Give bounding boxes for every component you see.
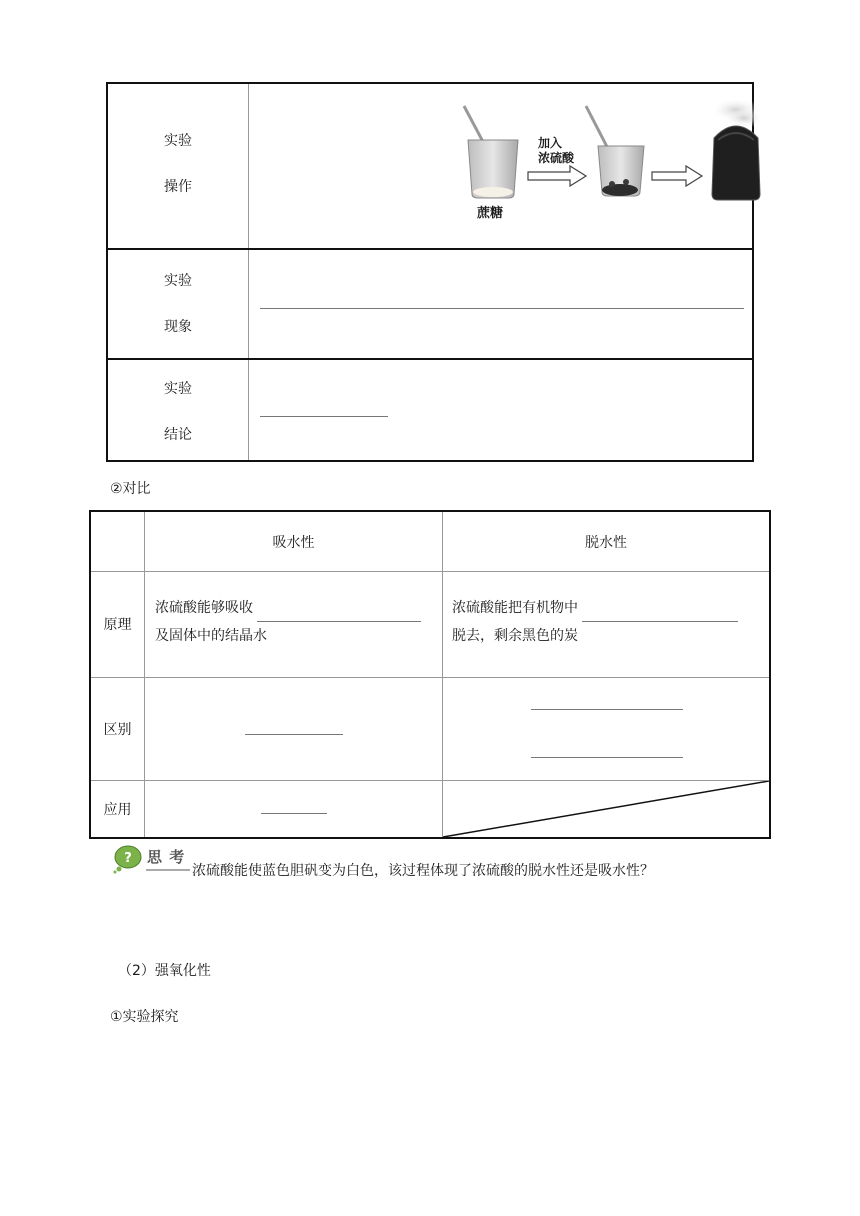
answer-blank-difference-absorb[interactable] xyxy=(245,734,343,735)
header-dehydrate: 脱水性 xyxy=(585,535,627,551)
section-heading: （2）强氧化性 xyxy=(118,963,211,979)
principle-dehydrate-line1 xyxy=(452,594,768,622)
row-label: 操作 xyxy=(164,179,192,195)
beaker-sugar-icon xyxy=(464,106,518,198)
principle-dehydrate xyxy=(452,594,768,650)
sugar-label: 蔗糖 xyxy=(477,206,504,221)
answer-blank-difference-dehydrate-2[interactable] xyxy=(531,757,683,758)
experiment-heading: ①实验探究 xyxy=(110,1009,179,1025)
row-label-difference: 区别 xyxy=(103,722,132,738)
row-label: 现象 xyxy=(164,319,192,335)
row-label: 结论 xyxy=(164,427,192,443)
think-badge xyxy=(112,844,192,874)
principle-absorb-text1: 浓硫酸能够吸收 xyxy=(155,600,253,616)
row-label: 实验 xyxy=(164,381,192,397)
table-row-operation xyxy=(108,84,752,246)
principle-dehydrate-text1: 浓硫酸能把有机物中 xyxy=(452,600,578,616)
arrow-right-icon xyxy=(528,166,586,186)
svg-text:?: ? xyxy=(124,851,132,866)
principle-absorb xyxy=(155,594,435,650)
answer-blank-difference-dehydrate-1[interactable] xyxy=(531,709,683,710)
table-divider xyxy=(144,512,145,837)
add-label-line1: 加入 xyxy=(538,136,563,150)
diagonal-slash xyxy=(443,781,769,837)
principle-absorb-text2: 及固体中的结晶水 xyxy=(155,628,267,644)
add-label-line2: 浓硫酸 xyxy=(538,151,575,165)
header-absorb: 吸水性 xyxy=(272,535,315,551)
table-row-phenomenon xyxy=(108,248,752,358)
add-acid-label xyxy=(538,136,574,166)
answer-blank-conclusion[interactable] xyxy=(260,416,388,417)
row-label: 实验 xyxy=(164,273,192,289)
table-divider xyxy=(91,677,769,678)
think-label: 思 考 xyxy=(147,848,186,866)
table-row-conclusion xyxy=(108,358,752,462)
row-label-application: 应用 xyxy=(103,802,132,818)
answer-blank-application[interactable] xyxy=(261,813,327,814)
beaker-acid-icon xyxy=(586,106,644,196)
answer-blank-absorb[interactable] xyxy=(257,603,421,622)
think-question: 浓硫酸能使蓝色胆矾变为白色，该过程体现了浓硫酸的脱水性还是吸水性？ xyxy=(192,863,654,879)
arrow-right-icon xyxy=(652,166,702,186)
table-divider xyxy=(91,571,769,572)
principle-dehydrate-text2: 脱去，剩余黑色的炭 xyxy=(452,628,578,644)
comparison-table xyxy=(89,510,771,839)
experiment-table xyxy=(106,82,754,462)
beaker-carbon-icon xyxy=(710,100,764,200)
answer-blank-dehydrate[interactable] xyxy=(582,603,738,622)
compare-heading: ②对比 xyxy=(110,481,151,497)
answer-blank-phenomenon[interactable] xyxy=(260,308,744,309)
row-label: 实验 xyxy=(164,133,192,149)
principle-absorb-line1 xyxy=(155,594,435,622)
row-label-principle: 原理 xyxy=(103,617,132,633)
